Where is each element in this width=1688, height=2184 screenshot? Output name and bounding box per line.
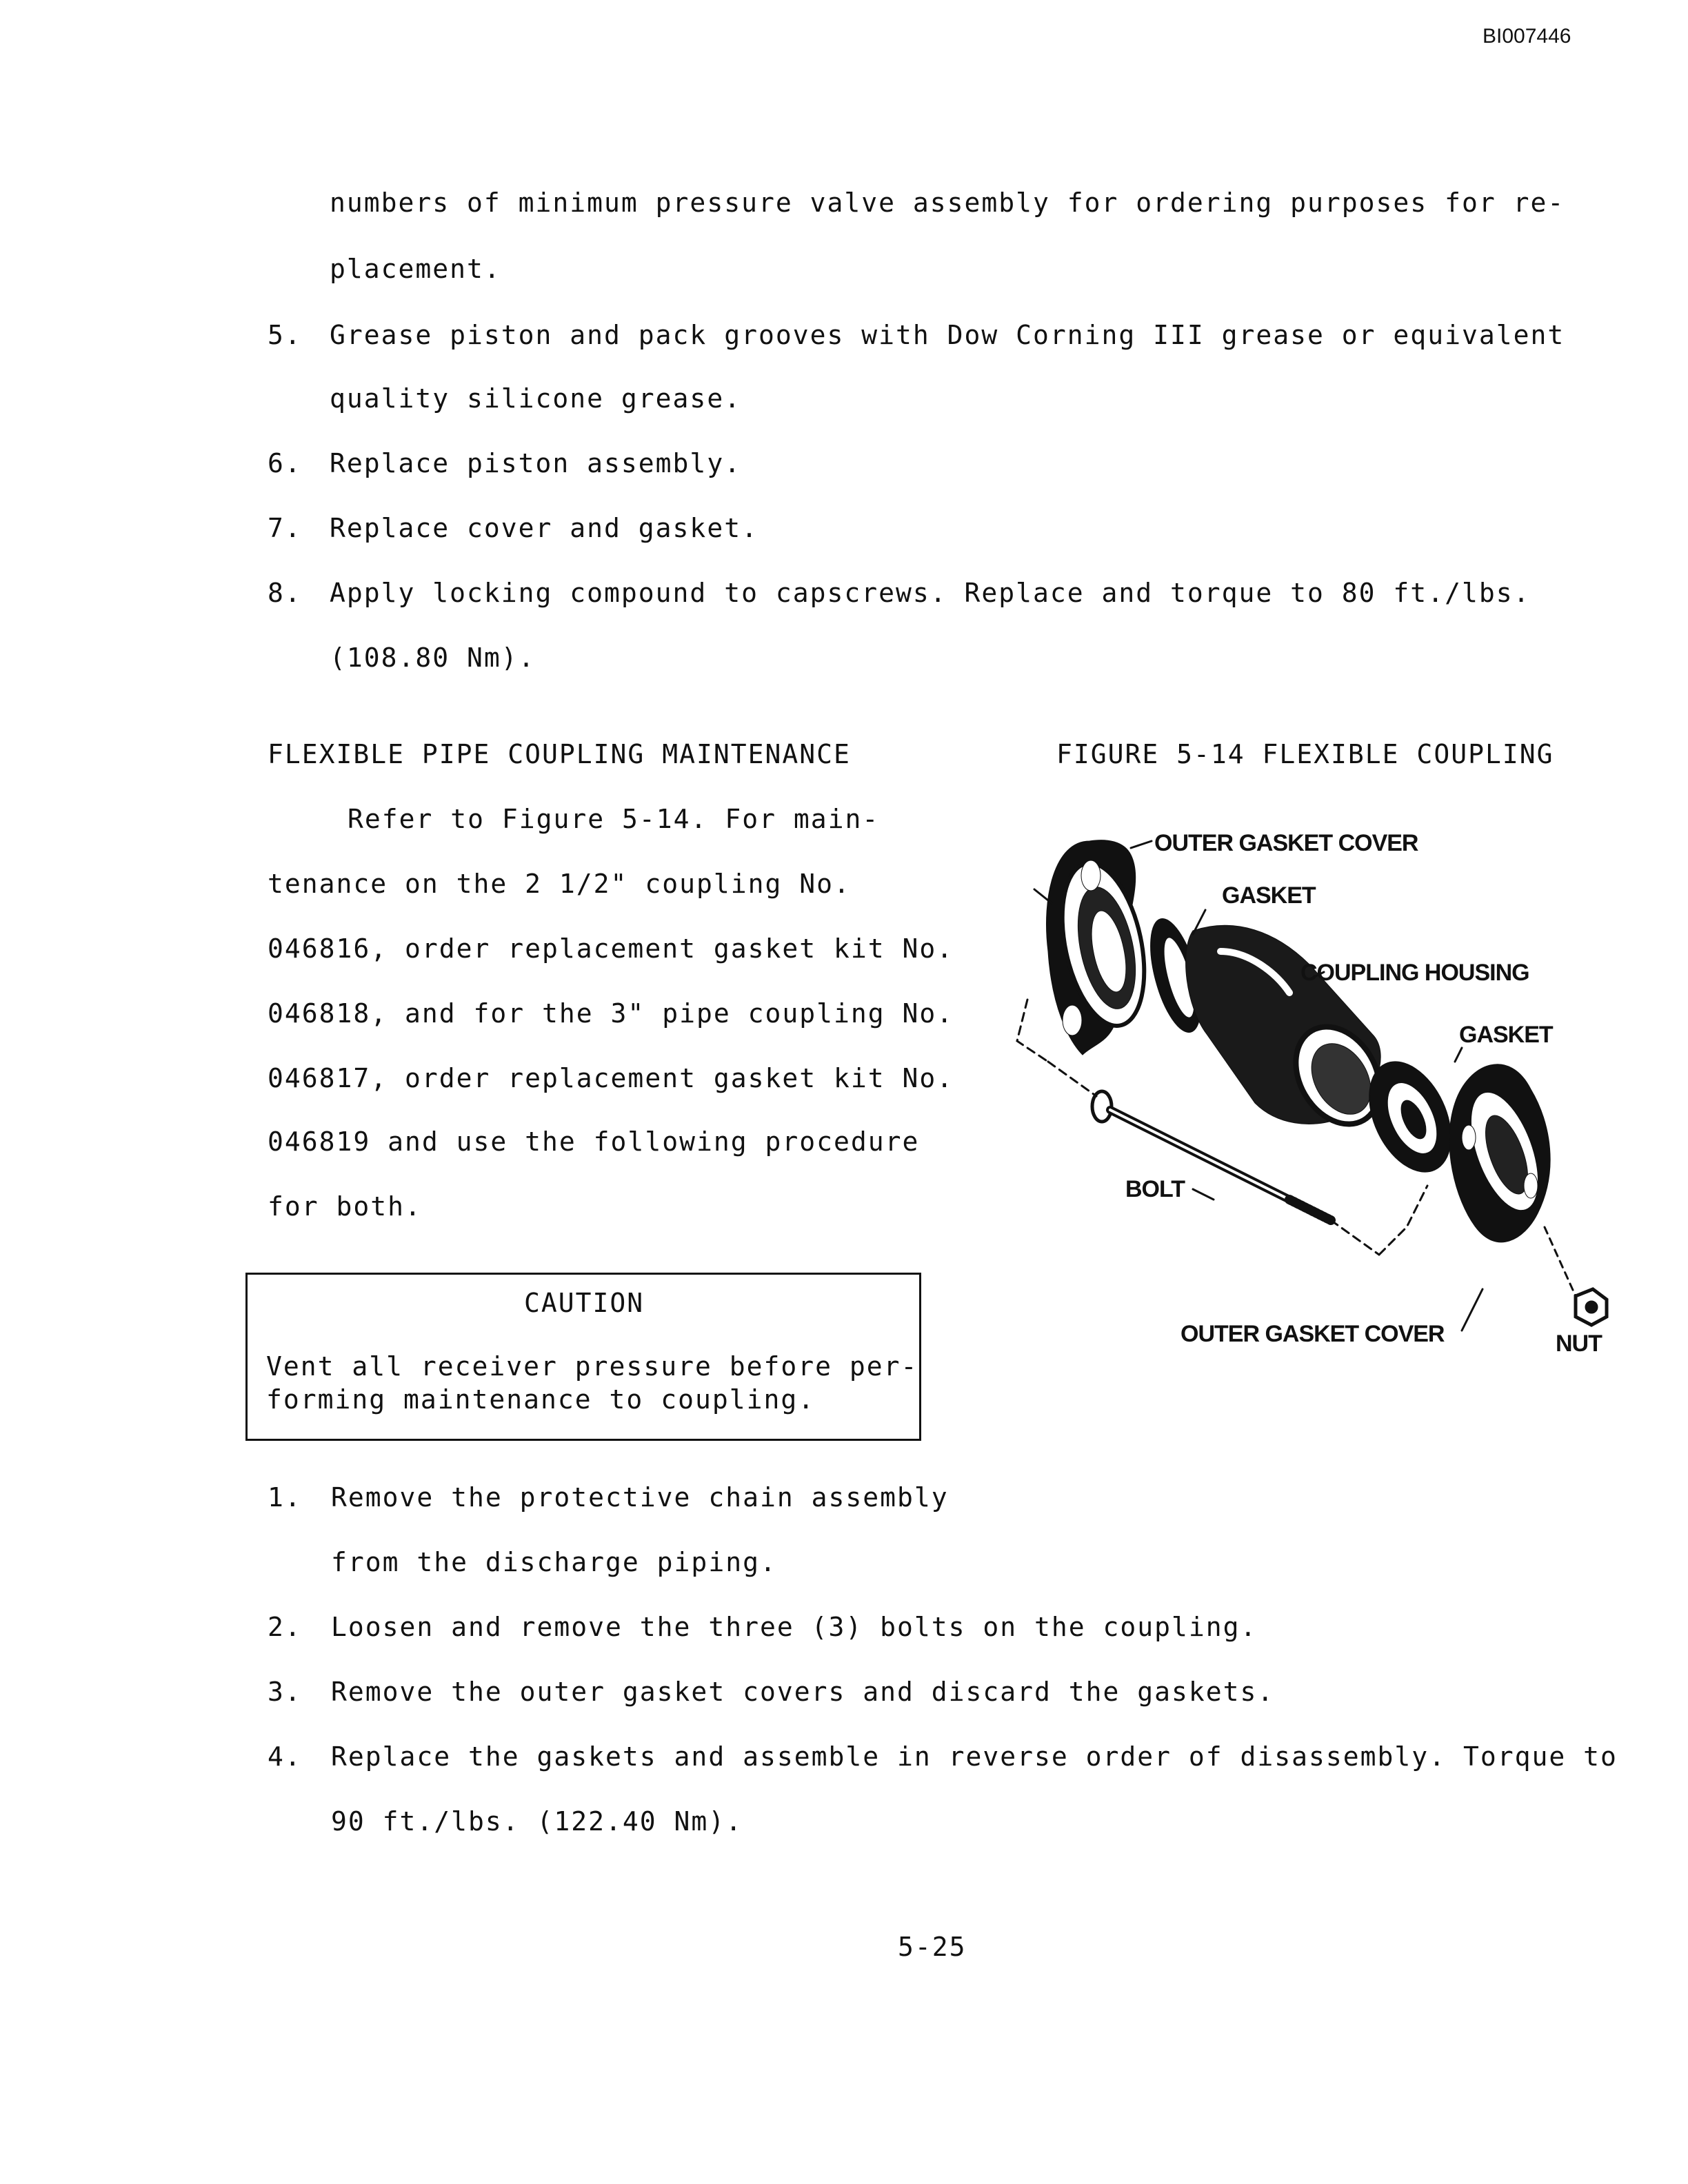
label-gasket-top: GASKET bbox=[1222, 882, 1316, 909]
intro-line-2: placement. bbox=[330, 254, 501, 284]
step-5-line-2: quality silicone grease. bbox=[330, 383, 742, 414]
label-bolt: BOLT bbox=[1125, 1176, 1185, 1202]
page-number: 5-25 bbox=[898, 1932, 967, 1962]
label-outer-gasket-cover-bottom: OUTER GASKET COVER bbox=[1180, 1321, 1445, 1347]
step-8-line-2: (108.80 Nm). bbox=[330, 643, 536, 673]
step-1-number: 1. bbox=[268, 1482, 302, 1513]
section-title: FLEXIBLE PIPE COUPLING MAINTENANCE bbox=[268, 739, 851, 769]
step-2-line-1: Loosen and remove the three (3) bolts on the coupling. bbox=[331, 1612, 1258, 1642]
step-8-line-1: Apply locking compound to capscrews. Replace and torque to 80 ft./lbs. bbox=[330, 578, 1531, 608]
step-6-line-1: Replace piston assembly. bbox=[330, 448, 742, 478]
step-5-line-1: Grease piston and pack grooves with Dow Corning III grease or equivalent bbox=[330, 320, 1565, 350]
label-nut: NUT bbox=[1556, 1331, 1602, 1357]
figure-title: FIGURE 5-14 FLEXIBLE COUPLING bbox=[1056, 739, 1554, 769]
step-3-line-1: Remove the outer gasket covers and discard the gaskets. bbox=[331, 1677, 1275, 1707]
body-line-1: Refer to Figure 5-14. For main- bbox=[348, 804, 880, 834]
step-6-number: 6. bbox=[268, 448, 302, 478]
step-4-line-1: Replace the gaskets and assemble in reverse order of disassembly. Torque to bbox=[331, 1741, 1618, 1772]
step-8-number: 8. bbox=[268, 578, 302, 608]
label-outer-gasket-cover-top: OUTER GASKET COVER bbox=[1154, 830, 1418, 856]
outer-gasket-cover-right bbox=[1449, 1064, 1551, 1242]
intro-line-1: numbers of minimum pressure valve assembly for ordering purposes for re- bbox=[330, 188, 1565, 218]
body-line-2: tenance on the 2 1/2" coupling No. bbox=[268, 869, 851, 899]
label-gasket-right: GASKET bbox=[1459, 1022, 1553, 1048]
step-4-number: 4. bbox=[268, 1741, 302, 1772]
step-1-line-1: Remove the protective chain assembly bbox=[331, 1482, 949, 1513]
step-2-number: 2. bbox=[268, 1612, 302, 1642]
outer-gasket-cover-left bbox=[1047, 840, 1158, 1055]
body-line-4: 046818, and for the 3" pipe coupling No. bbox=[268, 998, 954, 1029]
body-line-3: 046816, order replacement gasket kit No. bbox=[268, 933, 954, 964]
coupling-housing bbox=[1186, 925, 1397, 1139]
body-line-6: 046819 and use the following procedure bbox=[268, 1126, 920, 1157]
body-line-5: 046817, order replacement gasket kit No. bbox=[268, 1063, 954, 1093]
step-5-number: 5. bbox=[268, 320, 302, 350]
caution-line-1: Vent all receiver pressure before per- bbox=[266, 1351, 918, 1382]
step-7-line-1: Replace cover and gasket. bbox=[330, 513, 758, 543]
step-7-number: 7. bbox=[268, 513, 302, 543]
body-line-7: for both. bbox=[268, 1191, 422, 1222]
caution-title: CAUTION bbox=[524, 1288, 645, 1318]
step-1-line-2: from the discharge piping. bbox=[331, 1547, 777, 1577]
step-4-line-2: 90 ft./lbs. (122.40 Nm). bbox=[331, 1806, 743, 1837]
step-3-number: 3. bbox=[268, 1677, 302, 1707]
document-id: BI007446 bbox=[1483, 25, 1571, 48]
nut bbox=[1576, 1289, 1607, 1325]
caution-line-2: forming maintenance to coupling. bbox=[266, 1384, 816, 1415]
label-coupling-housing: COUPLING HOUSING bbox=[1300, 960, 1529, 986]
